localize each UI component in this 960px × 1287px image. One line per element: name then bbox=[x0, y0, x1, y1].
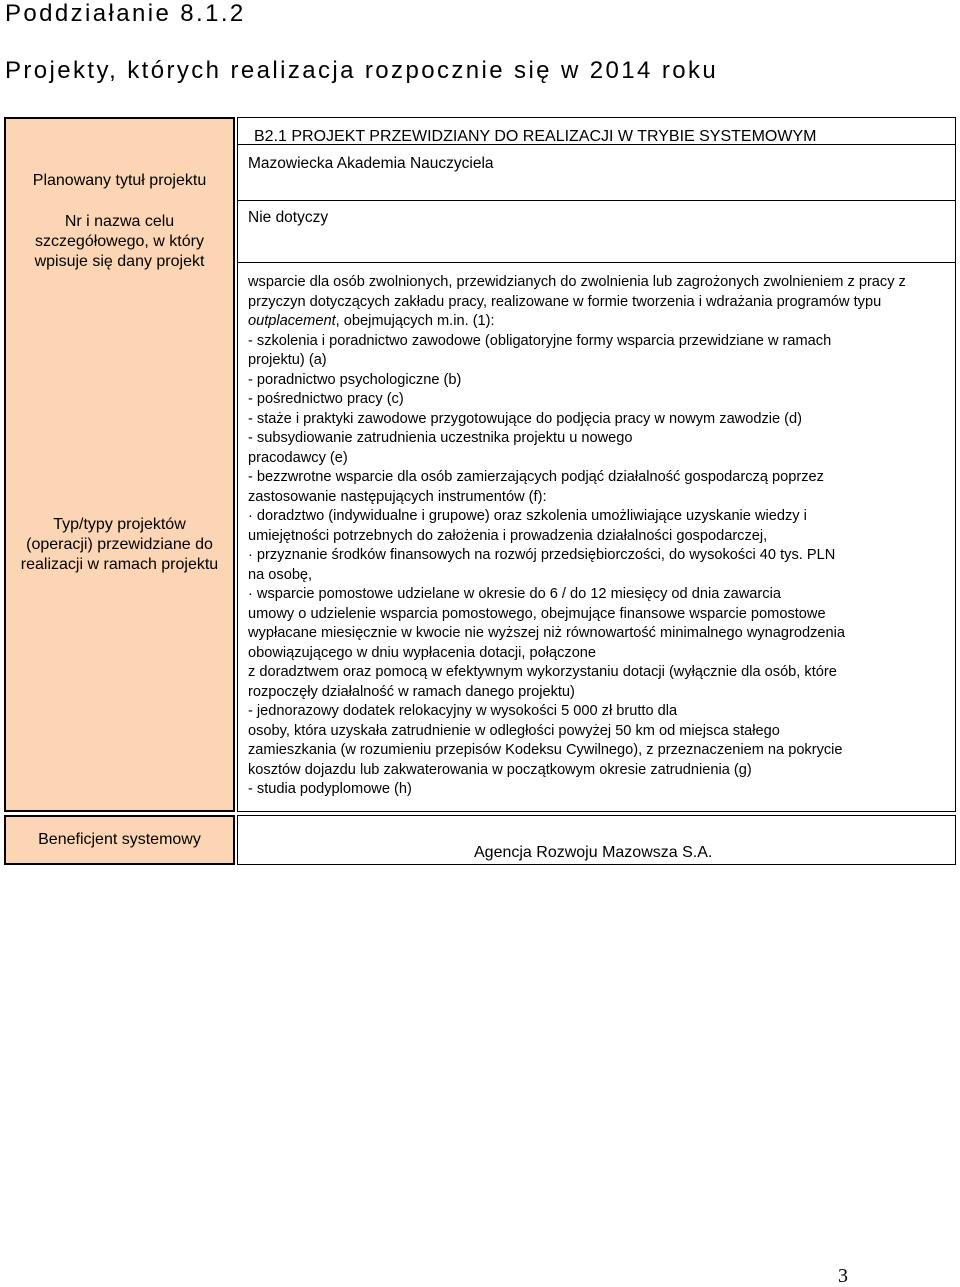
types-list-line: umowy o udzielenie wsparcia pomostowego, obejmujące finansowe wsparcie pomostowe bbox=[248, 605, 826, 622]
types-list-line: kosztów dojazdu lub zakwaterowania w początkowym okresie zatrudnienia (g) bbox=[248, 761, 752, 778]
divider bbox=[238, 200, 955, 201]
page-title: Projekty, których realizacja rozpocznie się w 2014 roku bbox=[5, 57, 719, 84]
types-list-line: z doradztwem oraz pomocą w efektywnym wykorzystaniu dotacji (wyłącznie dla osób, które bbox=[248, 664, 837, 680]
beneficiary-name: Agencja Rozwoju Mazowsza S.A. bbox=[474, 844, 713, 861]
label-types-line-3: realizacji w ramach projektu bbox=[20, 556, 219, 573]
types-list-line: - subsydiowanie zatrudnienia uczestnika projektu u nowego bbox=[248, 430, 633, 446]
types-list-line: - studia podyplomowe (h) bbox=[248, 781, 412, 797]
types-list-line: - staże i praktyki zawodowe przygotowujące do podjęcia pracy w nowym zawodzie (d) bbox=[248, 410, 802, 427]
types-list-line: na osobę, bbox=[248, 566, 313, 583]
types-list-line: - pośrednictwo pracy (c) bbox=[248, 391, 404, 407]
label-types-line-1: Typ/typy projektów bbox=[53, 516, 186, 533]
project-goal: Nie dotyczy bbox=[248, 209, 329, 226]
types-list-line: - bezzwrotne wsparcie dla osób zamierzających podjąć działalność gospodarczą poprzez bbox=[248, 469, 824, 485]
label-types-line-2: (operacji) przewidziane do bbox=[26, 536, 213, 553]
types-list-line: - jednorazowy dodatek relokacyjny w wysokości 5 000 zł brutto dla bbox=[248, 703, 678, 719]
labels-column bbox=[4, 117, 235, 812]
project-code: B2.1 PROJEKT PRZEWIDZIANY DO REALIZACJI W TRYBIE SYSTEMOWYM bbox=[254, 128, 817, 145]
project-types-text bbox=[248, 273, 952, 800]
types-list-line: zastosowanie następujących instrumentów (f): bbox=[248, 488, 547, 505]
label-beneficiary: Beneficjent systemowy bbox=[38, 831, 201, 848]
divider bbox=[238, 262, 955, 263]
types-list-line: osoby, która uzyskała zatrudnienie w odległości powyżej 50 km od miejsca stałego bbox=[248, 722, 780, 739]
label-goal-line-2: szczegółowego, w który bbox=[35, 233, 204, 250]
types-list-line: · doradztwo (indywidualne i grupowe) oraz szkolenia umożliwiające uzyskanie wiedzy i bbox=[248, 508, 807, 524]
beneficiary-label-cell bbox=[4, 815, 235, 865]
types-list-line: rozpoczęły działalność w ramach danego projektu) bbox=[248, 683, 575, 700]
types-intro: wsparcie dla osób zwolnionych, przewidzianych do zwolnienia lub zagrożonych zwolnieniem z pracy z przyczyn dotyczących zakładu pracy, realizowane w formie tworzenia i wdrażania programów typu outplacement, obejmujących m.in. (1): bbox=[248, 274, 906, 329]
types-list-line: · wsparcie pomostowe udzielane w okresie do 6 / do 12 miesięcy od dnia zawarcia bbox=[248, 586, 781, 602]
page-number: 3 bbox=[838, 1265, 848, 1287]
types-list-line: projektu) (a) bbox=[248, 352, 327, 368]
types-list-line: wypłacane miesięcznie w kwocie nie wyższej niż równowartość minimalnego wynagrodzenia bbox=[248, 625, 845, 641]
label-goal-line-1: Nr i nazwa celu bbox=[64, 213, 175, 230]
section-heading: Poddziałanie 8.1.2 bbox=[5, 0, 246, 27]
outplacement-term: outplacement bbox=[248, 313, 336, 329]
project-details-cell bbox=[237, 117, 956, 812]
types-list-line: umiejętności potrzebnych do założenia i prowadzenia działalności gospodarczej, bbox=[248, 527, 768, 544]
label-goal-line-3: wpisuje się dany projekt bbox=[34, 253, 205, 270]
types-list-line: · przyznanie środków finansowych na rozwój przedsiębiorczości, do wysokości 40 tys. PLN bbox=[248, 547, 836, 563]
divider bbox=[238, 144, 955, 145]
types-list-line: obowiązującego w dniu wypłacenia dotacji, połączone bbox=[248, 644, 597, 661]
types-list bbox=[248, 332, 952, 800]
types-list-line: - poradnictwo psychologiczne (b) bbox=[248, 371, 462, 388]
beneficiary-value-cell bbox=[237, 815, 956, 865]
label-planned-title: Planowany tytuł projektu bbox=[32, 172, 207, 189]
types-list-line: zamieszkania (w rozumieniu przepisów Kodeksu Cywilnego), z przeznaczeniem na pokrycie bbox=[248, 742, 843, 758]
types-list-line: pracodawcy (e) bbox=[248, 449, 348, 466]
project-title: Mazowiecka Akademia Nauczyciela bbox=[248, 155, 494, 172]
types-list-line: - szkolenia i poradnictwo zawodowe (obligatoryjne formy wsparcia przewidziane w ramach bbox=[248, 332, 832, 349]
